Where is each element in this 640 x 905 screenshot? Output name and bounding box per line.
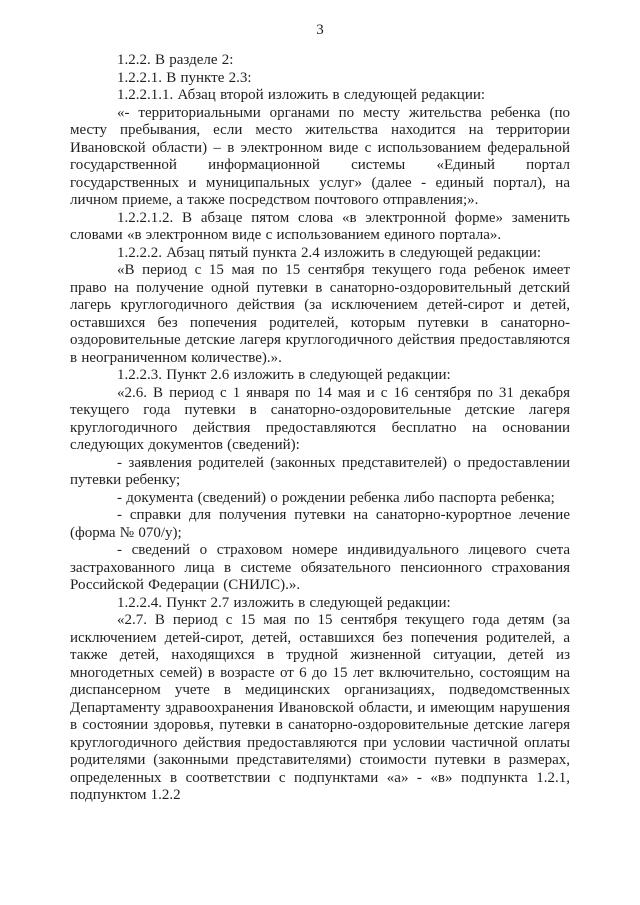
list-item-certificate: - справки для получения путевки на санаторно-курортное лечение (форма № 070/у); [70, 507, 570, 541]
paragraph-quote-2.6: «2.6. В период с 1 января по 14 мая и с 16 сентября по 31 декабря текущего года путевки в санаторно-оздоровительные детские лагеря круглогодичного действия предоставляются бесплатно на основании следующих документов (сведений): [70, 384, 570, 453]
list-item-birth-document: - документа (сведений) о рождении ребенка либо паспорта ребенка; [117, 489, 555, 506]
paragraph-1.2.2.1.2: 1.2.2.1.2. В абзаце пятом слова «в электронной форме» заменить словами «в электронном виде с использованием единого портала». [70, 209, 570, 243]
paragraph-1.2.2.2: 1.2.2.2. Абзац пятый пункта 2.4 изложить в следующей редакции: [117, 244, 542, 261]
list-item-application: - заявления родителей (законных представителей) о предоставлении путевки ребенку; [70, 454, 570, 488]
page-number: 3 [316, 22, 324, 38]
paragraph-1.2.2.1: 1.2.2.1. В пункте 2.3: [117, 69, 252, 86]
paragraph-1.2.2: 1.2.2. В разделе 2: [117, 52, 234, 68]
paragraph-quote-2.7: «2.7. В период с 15 мая по 15 сентября текущего года детям (за исключением детей-сирот, детей, оставшихся без попечения родителей, а также детей, находящихся в трудной жизненной ситуации, детей из многодетных семей) в возрасте от 6 до 15 лет включительно, состоящим на диспансерном учете в медицинских организациях, подведомственных Департаменту здравоохранения Ивановской области, и имеющим нарушения в состоянии здоровья, путевки в санаторно-оздоровительные детские лагеря круглогодичного действия предоставляются при условии частичной оплаты родителями (законными представителями) стоимости путевки в размерах, определенных в соответствии с подпунктами «а» - «в» подпункта 1.2.1, подпунктом 1.2.2 [70, 612, 570, 803]
paragraph-quote-territorial-bodies: «- территориальными органами по месту жительства ребенка (по месту пребывания, если место жительства находится на территории Ивановской области) – в электронном виде с использованием федеральной государственной информационной системы «Единый портал государственных и муниципальных услуг» (далее - единый портал), на личном приеме, а также посредством почтового отправления;». [70, 104, 570, 208]
paragraph-1.2.2.4: 1.2.2.4. Пункт 2.7 изложить в следующей редакции: [117, 594, 451, 611]
paragraph-1.2.2.1.1: 1.2.2.1.1. Абзац второй изложить в следующей редакции: [117, 87, 486, 103]
paragraph-quote-period-may-september: «В период с 15 мая по 15 сентября текущего года ребенок имеет право на получение одной путевки в санаторно-оздоровительный детский лагерь круглогодичного действия (за исключением детей-сирот и детей, оставшихся без попечения родителей, которым путевки в санаторно-оздоровительные детские лагеря круглогодичного действия предоставляются в неограниченном количестве).». [70, 262, 570, 366]
document-body [70, 52, 570, 805]
paragraph-1.2.2.3: 1.2.2.3. Пункт 2.6 изложить в следующей редакции: [117, 367, 451, 383]
list-item-snils: - сведений о страховом номере индивидуального лицевого счета застрахованного лица в системе обязательного пенсионного страхования Российской Федерации (СНИЛС).». [70, 542, 570, 593]
